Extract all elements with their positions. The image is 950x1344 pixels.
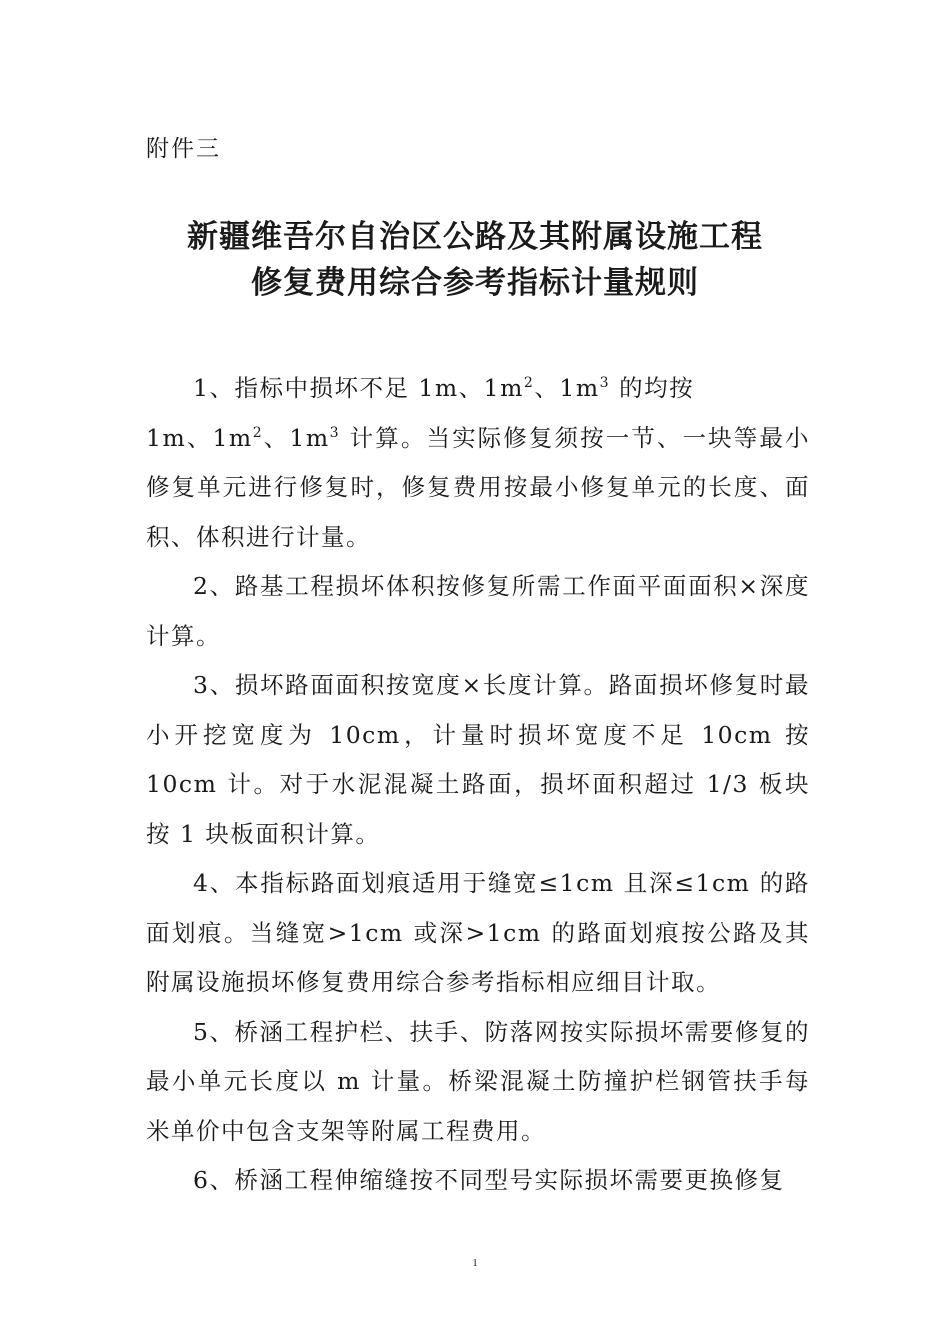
document-title bbox=[120, 214, 830, 306]
rule-1-line-1 bbox=[193, 374, 694, 402]
attachment-label: 附件三 bbox=[146, 136, 221, 162]
rule-1-text-a: 1、指标中损坏不足 1m、1m bbox=[193, 374, 524, 402]
rule-4: 4、本指标路面划痕适用于缝宽≤1cm 且深≤1cm 的路面划痕。当缝宽>1cm 或深>1cm 的路面划痕按公路及其附属设施损坏修复费用综合参考指标相应细目计取。 bbox=[146, 869, 810, 996]
rule-2: 2、路基工程损坏体积按修复所需工作面平面面积×深度计算。 bbox=[146, 572, 810, 650]
rule-1-text-b: 、1m bbox=[534, 374, 600, 402]
rule-1 bbox=[146, 364, 810, 562]
rule-1-sup-4: 3 bbox=[329, 424, 341, 441]
rule-1-text-f: 计算。当实际修复须按一节、一块等最小修复单元进行修复时，修复费用按最小修复单元的长度、面积、体积进行计量。 bbox=[146, 423, 810, 551]
rule-1-text-e: 、1m bbox=[263, 423, 330, 452]
rule-1-text-c: 的均按 bbox=[610, 374, 695, 402]
rule-5: 5、桥涵工程护栏、扶手、防落网按实际损坏需要修复的最小单元长度以 m 计量。桥梁混凝土防撞护栏钢管扶手每米单价中包含支架等附属工程费用。 bbox=[146, 1017, 810, 1145]
page-number: 1 bbox=[472, 1257, 478, 1269]
rule-6: 6、桥涵工程伸缩缝按不同型号实际损坏需要更换修复 bbox=[193, 1166, 785, 1194]
rule-3: 3、损坏路面面积按宽度×长度计算。路面损坏修复时最小开挖宽度为 10cm，计量时损坏宽度不足 10cm 按 10cm 计。对于水泥混凝土路面，损坏面积超过 1/3 板块按 1 块板面积计算。 bbox=[146, 671, 810, 848]
title-line-1: 新疆维吾尔自治区公路及其附属设施工程 bbox=[187, 219, 763, 255]
title-line-2: 修复费用综合参考指标计量规则 bbox=[251, 265, 699, 301]
rule-1-sup-2: 3 bbox=[599, 375, 611, 392]
document-body bbox=[146, 364, 810, 1206]
rule-1-text-d: 1m、1m bbox=[146, 423, 253, 452]
rule-1-sup-3: 2 bbox=[252, 424, 264, 441]
rule-1-sup-1: 2 bbox=[523, 375, 535, 392]
